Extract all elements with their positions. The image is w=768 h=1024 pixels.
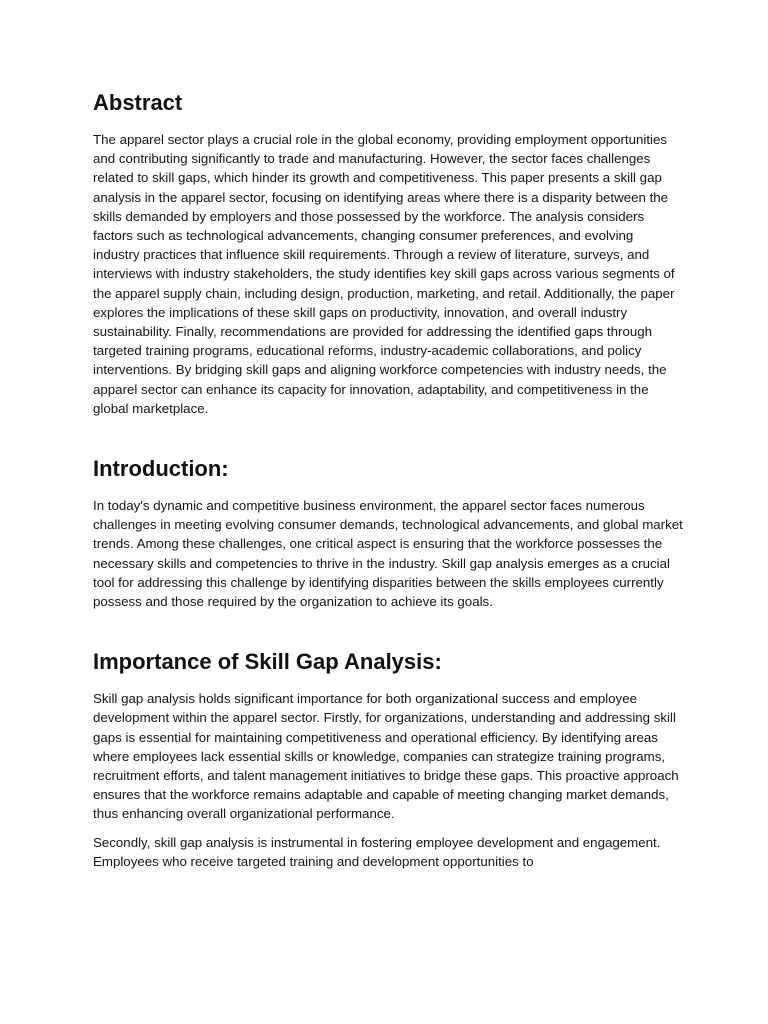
importance-section [93, 647, 683, 871]
importance-paragraph-2: Secondly, skill gap analysis is instrumental in fostering employee development and engagement. Employees who receive targeted training and development opportunities to [93, 834, 661, 869]
abstract-section [93, 88, 683, 418]
importance-heading: Importance of Skill Gap Analysis: [93, 649, 442, 675]
importance-paragraph-1: Skill gap analysis holds significant importance for both organizational success and employee development within the apparel sector. Firstly, for organizations, understanding and addressing skill gaps is essential for maintaining competitiveness and operational efficiency. By identifying areas where employees lack essential skills or knowledge, companies can strategize training programs, recruitment efforts, and talent management initiatives to bridge these gaps. This proactive approach ensures that the workforce remains adaptable and capable of meeting changing market demands, thus enhancing overall organizational performance. [93, 691, 679, 822]
abstract-paragraph: The apparel sector plays a crucial role in the global economy, providing employment opportunities and contributing significantly to trade and manufacturing. However, the sector faces challenges related to skill gaps, which hinder its growth and competitiveness. This paper presents a skill gap analysis in the apparel sector, focusing on identifying areas where there is a disparity between the skills demanded by employers and those possessed by the workforce. The analysis considers factors such as technological advancements, changing consumer preferences, and evolving industry practices that influence skill requirements. Through a review of literature, surveys, and interviews with industry stakeholders, the study identifies key skill gaps across various segments of the apparel supply chain, including design, production, marketing, and retail. Additionally, the paper explores the implications of these skill gaps on productivity, innovation, and overall industry sustainability. Finally, recommendations are provided for addressing the identified gaps through targeted training programs, educational reforms, industry-academic collaborations, and policy interventions. By bridging skill gaps and aligning workforce competencies with industry needs, the apparel sector can enhance its capacity for innovation, adaptability, and competitiveness in the global marketplace. [93, 132, 675, 416]
introduction-paragraph: In today's dynamic and competitive business environment, the apparel sector faces numerous challenges in meeting evolving consumer demands, technological advancements, and global market trends. Among these challenges, one critical aspect is ensuring that the workforce possesses the necessary skills and competencies to thrive in the industry. Skill gap analysis emerges as a crucial tool for addressing this challenge by identifying disparities between the skills employees currently possess and those required by the organization to achieve its goals. [93, 498, 683, 610]
introduction-section [93, 454, 683, 611]
document-page [93, 88, 683, 871]
abstract-heading: Abstract [93, 90, 183, 115]
introduction-heading: Introduction: [93, 456, 229, 482]
